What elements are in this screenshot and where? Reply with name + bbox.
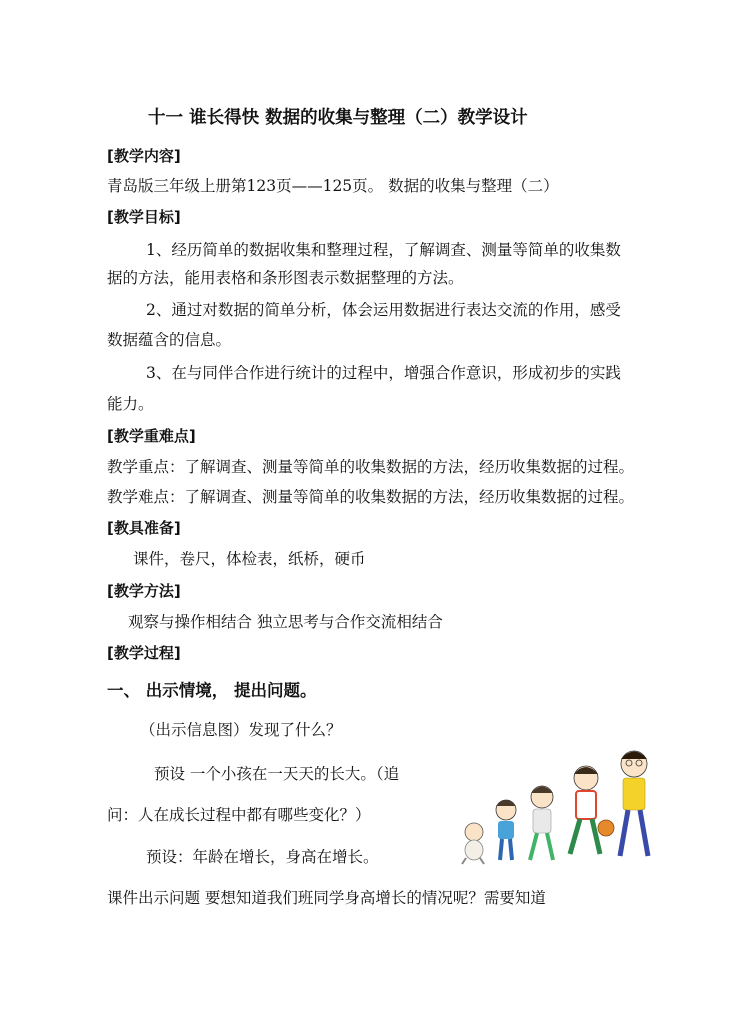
process-heading: [教学过程] bbox=[107, 644, 181, 662]
section-1-heading: 一、 出示情境， 提出问题。 bbox=[107, 681, 317, 700]
children-growing-illustration bbox=[458, 742, 658, 868]
document-title: 十一 谁长得快 数据的收集与整理（二）教学设计 bbox=[148, 108, 528, 128]
older-boy-figure bbox=[620, 751, 648, 856]
goals-heading: [教学目标] bbox=[107, 208, 181, 226]
method-heading: [教学方法] bbox=[107, 582, 181, 600]
goal-3-line-1: 3、在与同伴合作进行统计的过程中，增强合作意识，形成初步的实践 bbox=[146, 364, 621, 382]
goal-1-line-2: 据的方法，能用表格和条形图表示数据整理的方法。 bbox=[107, 269, 464, 287]
tools-text: 课件，卷尺，体检表，纸桥，硬币 bbox=[133, 550, 366, 568]
paragraph-preset-1-line-2: 问：人在成长过程中都有哪些变化？） bbox=[107, 806, 371, 824]
key-point-text: 教学重点：了解调查、测量等简单的收集数据的方法，经历收集数据的过程。 bbox=[107, 458, 635, 476]
paragraph-preset-2: 预设：年龄在增长，身高在增长。 bbox=[146, 848, 379, 866]
baby-figure bbox=[462, 823, 484, 864]
keypoints-heading: [教学重难点] bbox=[107, 427, 196, 445]
boy-with-ball-figure bbox=[570, 766, 614, 854]
paragraph-info-image: （出示信息图）发现了什么？ bbox=[140, 721, 342, 739]
toddler-figure bbox=[496, 800, 516, 860]
goal-2-line-2: 数据蕴含的信息。 bbox=[107, 331, 232, 349]
difficult-point-text: 教学难点：了解调查、测量等简单的收集数据的方法，经历收集数据的过程。 bbox=[107, 488, 635, 506]
content-text: 青岛版三年级上册第123页——125页。 数据的收集与整理（二） bbox=[107, 177, 559, 195]
goal-1-line-1: 1、经历简单的数据收集和整理过程，了解调查、测量等简单的收集数 bbox=[146, 241, 621, 259]
goal-3-line-2: 能力。 bbox=[107, 395, 154, 413]
method-text: 观察与操作相结合 独立思考与合作交流相结合 bbox=[128, 613, 443, 631]
paragraph-courseware-question: 课件出示问题 要想知道我们班同学身高增长的情况呢？需要知道 bbox=[107, 889, 546, 907]
content-heading: [教学内容] bbox=[107, 147, 181, 165]
tools-heading: [教具准备] bbox=[107, 519, 181, 537]
paragraph-preset-1-line-1: 预设 一个小孩在一天天的长大。（追 bbox=[154, 765, 400, 783]
child-figure bbox=[530, 786, 553, 860]
goal-2-line-1: 2、通过对数据的简单分析，体会运用数据进行表达交流的作用，感受 bbox=[146, 301, 621, 319]
